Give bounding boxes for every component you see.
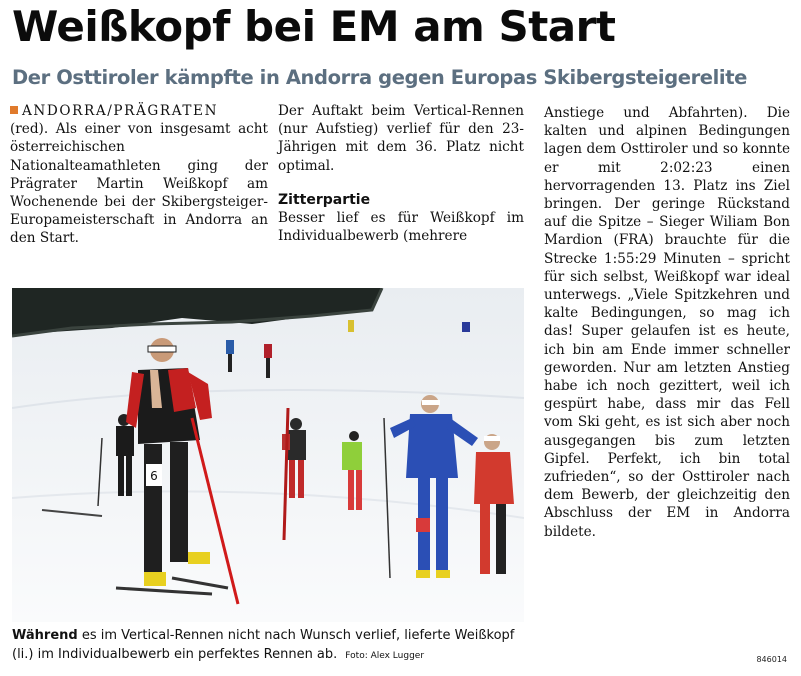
column-1-text: (red). Als einer von insgesamt acht österreichischen Nationalteamathleten ging der Prägrater Martin Weißkopf am Wochenende bei der Skibergsteiger-Europameisterschaft in Andorra an den Start. [10, 121, 268, 247]
caption-text: es im Vertical-Rennen nicht nach Wunsch verlief, lieferte Weißkopf (li.) im Individualbewerb ein perfektes Rennen ab. [12, 628, 515, 662]
subheading: Zitterpartie [278, 191, 371, 208]
caption-lead: Während [12, 628, 78, 643]
subheadline: Der Osttiroler kämpfte in Andorra gegen Europas Skibergsteigerelite [12, 66, 747, 89]
article-column-3 [544, 104, 790, 541]
article-code: 846014 [756, 655, 787, 664]
column-2-paragraph-1: Der Auftakt beim Vertical-Rennen (nur Aufstieg) verlief für den 23-Jährigen mit dem 36. Platz nicht optimal. [278, 103, 524, 174]
bib-number: 6 [150, 469, 158, 483]
dateline-bullet-icon [10, 106, 18, 114]
article-column-1 [10, 102, 268, 248]
headline: Weißkopf bei EM am Start [12, 2, 616, 51]
race-photo [12, 288, 524, 622]
dateline: ANDORRA/PRÄGRATEN [22, 103, 219, 119]
photo-credit: Foto: Alex Lugger [345, 651, 425, 661]
article-column-2 [278, 102, 524, 245]
photo-caption [12, 626, 532, 666]
column-3-paragraph: Anstiege und Abfahrten). Die kalten und alpinen Bedingungen lagen dem Osttiroler und so konnte er mit 2:02:23 einen hervorragenden 13. Platz ins Ziel bringen. Der geringe Rückstand auf die Spitze – Sieger Wiliam Bon Mardion (FRA) brauchte für die Strecke 1:55:29 Minuten – spricht für sich selbst, Weißkopf war ideal unterwegs. „Viele Spitzkehren und kalte Bedingungen, so mag ich das! Super gelaufen ist es heute, ich bin am Ende immer schneller geworden. Nur am letzten Anstieg habe ich noch gezittert, weil ich gespürt habe, dass mir das Fell vom Ski geht, es ist sich aber noch ausgegangen bis zum letzten Gipfel. Perfekt, ich bin total zufrieden“, so der Osttiroler nach dem Bewerb, der gleichzeitig den Abschluss der EM in Andorra bildete. [544, 105, 790, 540]
column-2-paragraph-2: Besser lief es für Weißkopf im Individualbewerb (mehrere [278, 210, 524, 245]
column-1-paragraph [10, 102, 268, 248]
